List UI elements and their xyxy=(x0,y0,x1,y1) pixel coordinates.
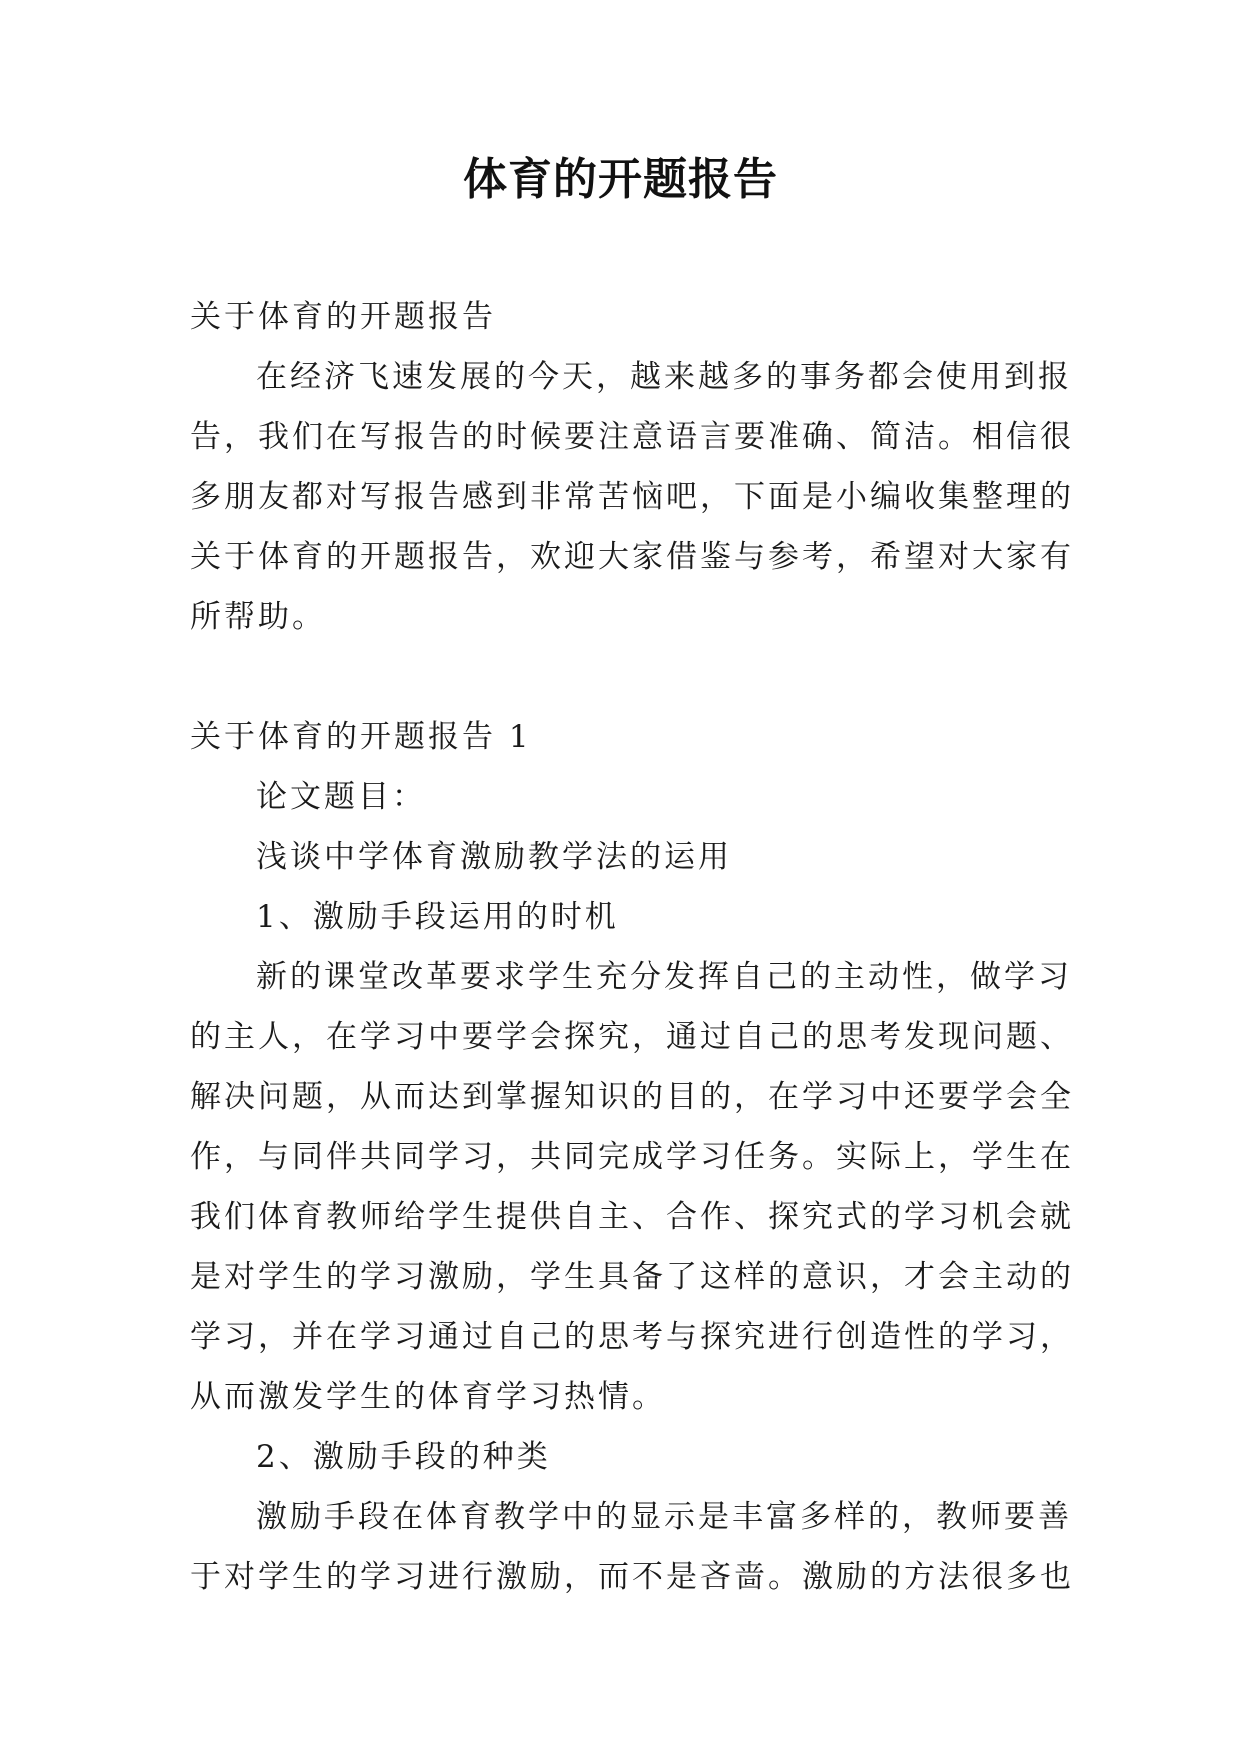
document-title: 体育的开题报告 xyxy=(463,154,778,205)
intro-heading: 关于体育的开题报告 xyxy=(190,299,496,335)
intro-line: 告，我们在写报告的时候要注意语言要准确、简洁。相信很 xyxy=(190,419,1074,455)
section-heading: 关于体育的开题报告 1 xyxy=(190,719,532,755)
point2-line: 激励手段在体育教学中的显示是丰富多样的，教师要善 xyxy=(256,1499,1072,1535)
point1-paragraph xyxy=(190,947,1074,1427)
thesis-title: 浅谈中学体育激励教学法的运用 xyxy=(256,839,732,875)
paragraph-spacer xyxy=(190,647,1060,707)
point1-line: 新的课堂改革要求学生充分发挥自己的主动性，做学习 xyxy=(256,959,1072,995)
intro-paragraph xyxy=(190,347,1074,647)
point1-line: 从而激发学生的体育学习热情。 xyxy=(190,1379,666,1415)
point1-line: 是对学生的学习激励，学生具备了这样的意识，才会主动的 xyxy=(190,1259,1074,1295)
point2-line: 于对学生的学习进行激励，而不是吝啬。激励的方法很多也 xyxy=(190,1559,1074,1595)
document-body xyxy=(190,287,1074,1607)
point1-line: 解决问题，从而达到掌握知识的目的，在学习中还要学会全 xyxy=(190,1079,1074,1115)
point-heading: 1、激励手段运用的时机 xyxy=(256,899,619,935)
point1-line: 我们体育教师给学生提供自主、合作、探究式的学习机会就 xyxy=(190,1199,1074,1235)
point-heading: 2、激励手段的种类 xyxy=(256,1439,551,1475)
intro-line: 关于体育的开题报告，欢迎大家借鉴与参考，希望对大家有 xyxy=(190,539,1074,575)
thesis-label: 论文题目： xyxy=(256,779,426,815)
intro-line: 在经济飞速发展的今天，越来越多的事务都会使用到报 xyxy=(256,359,1072,395)
point1-line: 作，与同伴共同学习，共同完成学习任务。实际上，学生在 xyxy=(190,1139,1074,1175)
point1-line: 的主人，在学习中要学会探究，通过自己的思考发现问题、 xyxy=(190,1019,1074,1055)
point2-paragraph xyxy=(190,1487,1074,1607)
intro-line: 多朋友都对写报告感到非常苦恼吧，下面是小编收集整理的 xyxy=(190,479,1074,515)
point1-line: 学习，并在学习通过自己的思考与探究进行创造性的学习， xyxy=(190,1319,1074,1355)
intro-line: 所帮助。 xyxy=(190,599,326,635)
